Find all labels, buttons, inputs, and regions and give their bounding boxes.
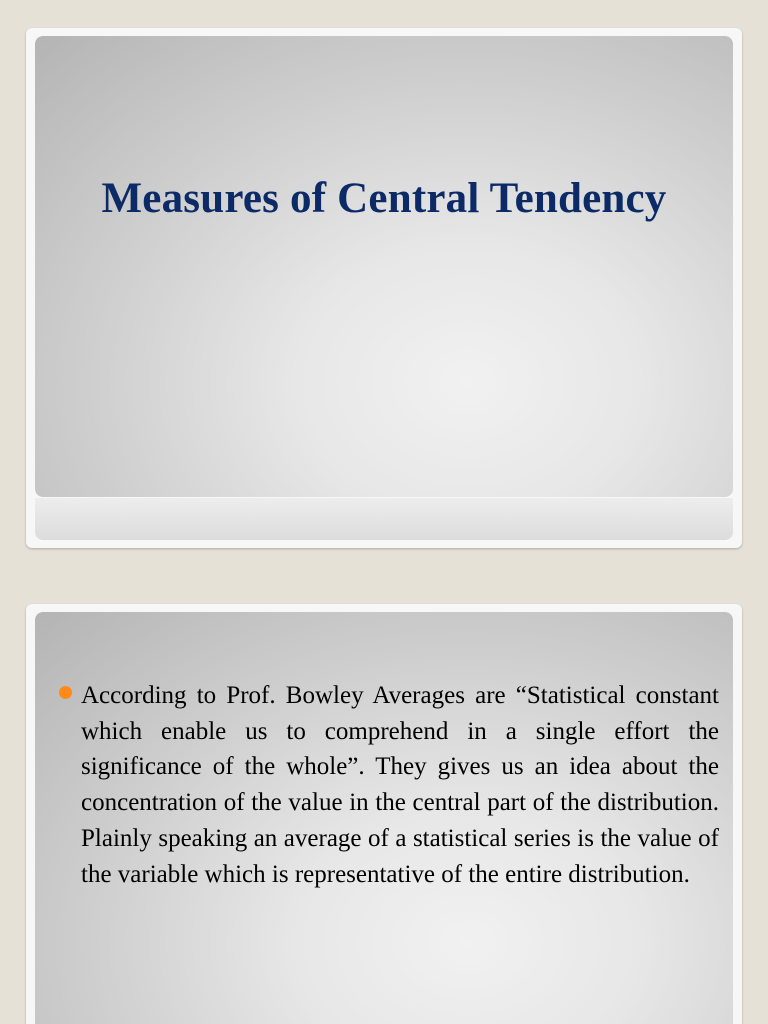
slide-title: Measures of Central Tendency: [101, 175, 667, 222]
slide-1[interactable]: [26, 28, 742, 548]
bullet-text: According to Prof. Bowley Averages are “Statistical constant which enable us to comprehend in a single effort the significance of the whole”. They gives us an idea about the concentration of the value in the central part of the distribution. Plainly speaking an average of a statistical series is the value of the variable which is representative of the entire distribution.: [81, 682, 719, 888]
slide-1-footer-band: [35, 498, 733, 540]
bullet-dot-icon: [59, 686, 72, 699]
bullet-item: [59, 678, 727, 892]
slide-2-content-panel: [35, 612, 733, 1024]
slide-2[interactable]: [26, 604, 742, 1024]
slide-1-content-panel: [35, 36, 733, 497]
